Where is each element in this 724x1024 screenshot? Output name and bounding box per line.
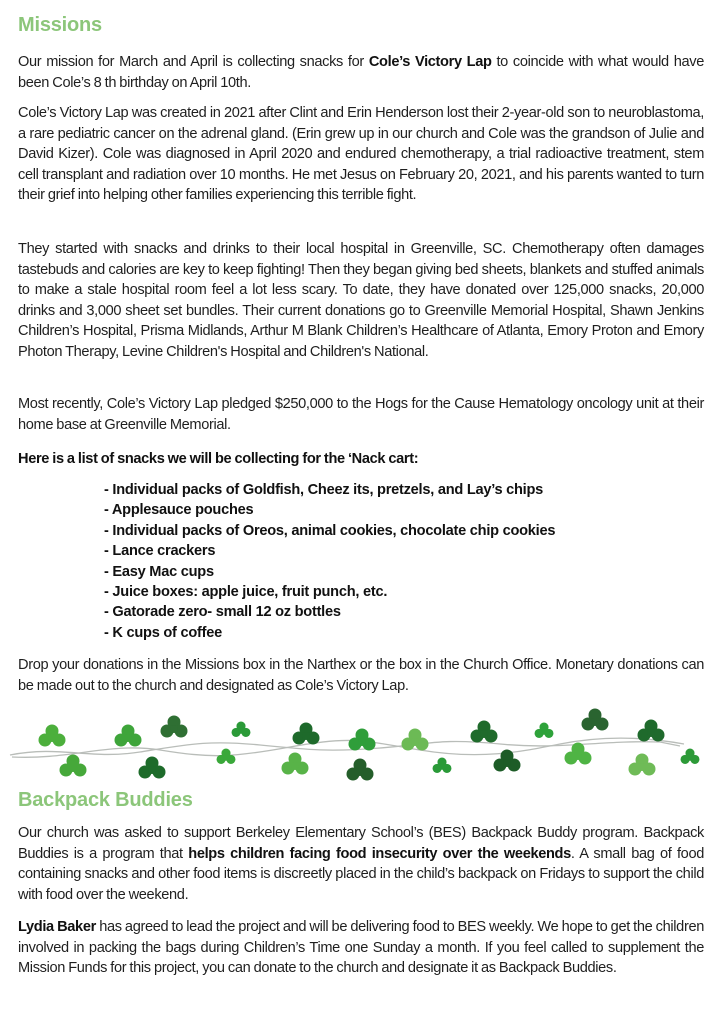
missions-heading: Missions: [18, 14, 102, 36]
snack-list-item: - Individual packs of Oreos, animal cookies, chocolate chip cookies: [104, 522, 556, 539]
coles-victory-lap-bold: Cole’s Victory Lap: [368, 54, 492, 70]
snack-list: [104, 480, 555, 643]
missions-pledge-paragraph: Most recently, Cole’s Victory Lap pledged $250,000 to the Hogs for the Cause Hematology oncology unit at their home base at Greenville Memorial.: [18, 396, 704, 433]
snack-list-item: - K cups of coffee: [104, 624, 222, 641]
backpack-intro-paragraph: Our church was asked to support Berkeley Elementary School’s (BES) Backpack Buddy program. Backpack Buddies is a program that helps children facing food insecurity over the weekends. A small bag of food containing snacks and other food items is discreetly placed in the child’s backpack on Fridays to support the child with food over the weekend.: [18, 825, 704, 903]
backpack-buddies-heading: Backpack Buddies: [18, 789, 193, 811]
snack-list-item: - Easy Mac cups: [104, 563, 214, 580]
lydia-baker-bold: Lydia Baker: [18, 919, 96, 935]
snack-list-item: - Individual packs of Goldfish, Cheez its, pretzels, and Lay’s chips: [104, 482, 544, 498]
snack-list-item: - Applesauce pouches: [104, 502, 254, 519]
snack-list-item: - Juice boxes: apple juice, fruit punch, etc.: [104, 584, 388, 601]
missions-dropoff-paragraph: Drop your donations in the Missions box in the Narthex or the box in the Church Office. Monetary donations can be made out to the church and designated as Cole’s Victory Lap.: [18, 657, 704, 694]
missions-donations-paragraph: They started with snacks and drinks to their local hospital in Greenville, SC. Chemotherapy often damages tastebuds and calories are key to keep fighting! Then they began giving bed sheets, blankets and stuffed animals to make a stale hospital room feel a lot less scary. To date, they have donated over 125,000 snacks, 20,000 drinks and 3,000 sheet set bundles. Their current donations go to Greenville Memorial Hospital, Shawn Jenkins Children’s Hospital, Prisma Midlands, Arthur M Blank Children’s Healthcare of Atlanta, Emory Proton and Emory Photon Therapy, Levine Children's Hospital and Children's National.: [18, 241, 704, 360]
missions-history-paragraph: Cole’s Victory Lap was created in 2021 after Clint and Erin Henderson lost their 2-year-old son to neuroblastoma, a rare pediatric cancer on the adrenal gland. (Erin grew up in our church and Cole was the grandson of Julie and David Kizer). Cole was diagnosed in April 2020 and endured chemotherapy, a trial radioactive treatment, stem cell transplant and radiation over 10 months. He met Jesus on February 20, 2021, and his parents wanted to turn their grief into helping other families experiencing this terrible fight.: [18, 105, 704, 204]
backpack-lead-paragraph: Lydia Baker has agreed to lead the project and will be delivering food to BES weekly. We hope to get the children involved in packing the bags during Children’s Time one Sunday a month. If you feel called to supplement the Mission Funds for this project, you can donate to the church and designate it as Backpack Buddies.: [18, 919, 704, 977]
missions-intro-paragraph: Our mission for March and April is collecting snacks for Cole’s Victory Lap to coincide with what would have been Cole’s 8 th birthday on April 10th.: [18, 54, 704, 91]
food-insecurity-bold: helps children facing food insecurity over the weekends: [188, 845, 571, 862]
shamrock-garland-icon: [0, 700, 724, 790]
snack-list-item: - Lance crackers: [104, 543, 216, 560]
snack-list-intro: Here is a list of snacks we will be collecting for the ‘Nack cart:: [18, 451, 419, 467]
snack-list-item: - Gatorade zero- small 12 oz bottles: [104, 604, 341, 621]
